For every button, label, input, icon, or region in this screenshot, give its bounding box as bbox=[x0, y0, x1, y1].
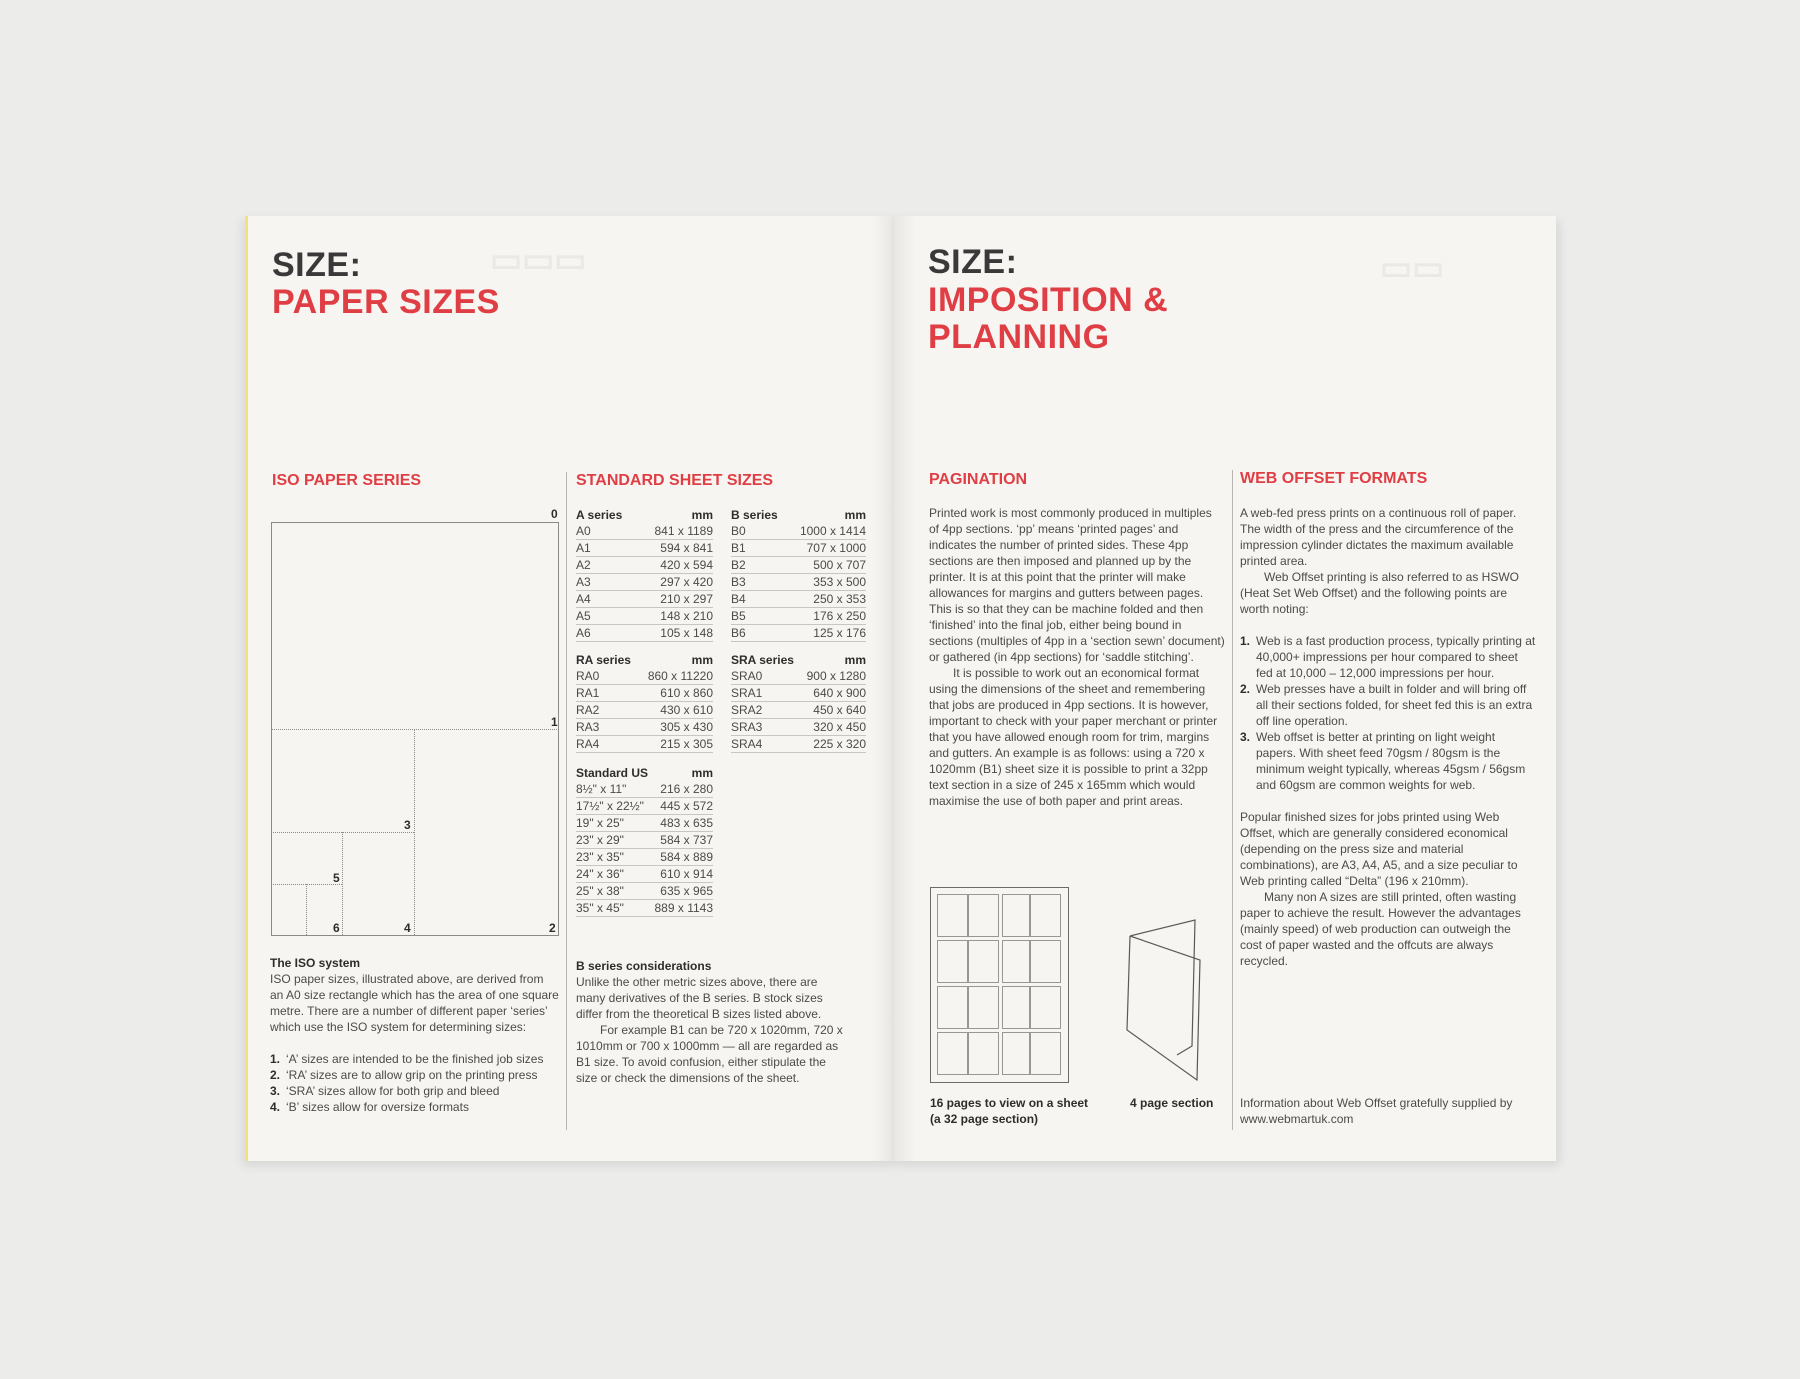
table-row bbox=[576, 866, 713, 883]
sheet-page-grid bbox=[937, 894, 1061, 1075]
size-dimensions: 584 x 889 bbox=[652, 849, 713, 866]
iso-label-1: 1 bbox=[551, 715, 558, 729]
unit-label: mm bbox=[844, 508, 866, 522]
size-name: B6 bbox=[731, 625, 787, 642]
size-name: A3 bbox=[576, 574, 637, 591]
table-row bbox=[576, 832, 713, 849]
size-name: RA0 bbox=[576, 668, 639, 685]
size-name: A5 bbox=[576, 608, 637, 625]
size-dimensions: 105 x 148 bbox=[637, 625, 714, 642]
sra-series-table bbox=[731, 652, 866, 753]
table-row bbox=[576, 625, 713, 642]
b-considerations-block bbox=[576, 958, 844, 1086]
size-name: 35" x 45" bbox=[576, 900, 652, 917]
size-name: B0 bbox=[731, 523, 787, 540]
a-series-table bbox=[576, 507, 713, 642]
size-dimensions: 889 x 1143 bbox=[652, 900, 713, 917]
pagination-text bbox=[929, 505, 1225, 809]
table-row bbox=[576, 883, 713, 900]
size-name: RA2 bbox=[576, 702, 639, 719]
iso-system-block bbox=[270, 955, 560, 1115]
pagination-heading: PAGINATION bbox=[929, 471, 1028, 488]
size-dimensions: 640 x 900 bbox=[800, 685, 866, 702]
size-name: A4 bbox=[576, 591, 637, 608]
table-row bbox=[731, 719, 866, 736]
size-name: RA3 bbox=[576, 719, 639, 736]
four-page-section-illustration bbox=[1125, 918, 1205, 1083]
size-name: B3 bbox=[731, 574, 787, 591]
size-name: 24" x 36" bbox=[576, 866, 652, 883]
table-row bbox=[576, 685, 713, 702]
web-offset-p4: Many non A sizes are still printed, often wasting paper to achieve the result. However the advantages (mainly speed) of web production can outweigh the cost of paper wasted and the offcuts are always recycled. bbox=[1240, 890, 1521, 968]
table-header-row bbox=[576, 765, 713, 781]
table-row bbox=[576, 798, 713, 815]
size-dimensions: 353 x 500 bbox=[787, 574, 866, 591]
size-dimensions: 584 x 737 bbox=[652, 832, 713, 849]
series-title: B series bbox=[731, 508, 778, 522]
table-row bbox=[731, 625, 866, 642]
size-dimensions: 210 x 297 bbox=[637, 591, 714, 608]
size-name: SRA3 bbox=[731, 719, 800, 736]
size-name: RA1 bbox=[576, 685, 639, 702]
sra-series-table-wrap bbox=[731, 652, 866, 753]
size-dimensions: 420 x 594 bbox=[637, 557, 714, 574]
column-divider bbox=[1232, 470, 1233, 1130]
series-title: RA series bbox=[576, 653, 631, 667]
size-dimensions: 250 x 353 bbox=[787, 591, 866, 608]
size-name: 17½" x 22½" bbox=[576, 798, 652, 815]
size-dimensions: 707 x 1000 bbox=[787, 540, 866, 557]
size-dimensions: 1000 x 1414 bbox=[787, 523, 866, 540]
right-title-prefix: SIZE: bbox=[928, 243, 1018, 281]
iso-label-0: 0 bbox=[551, 507, 558, 521]
column-divider bbox=[566, 472, 567, 1130]
size-name: A2 bbox=[576, 557, 637, 574]
a-series-table-wrap bbox=[576, 507, 713, 642]
size-dimensions: 900 x 1280 bbox=[800, 668, 866, 685]
table-row bbox=[576, 702, 713, 719]
size-dimensions: 215 x 305 bbox=[639, 736, 713, 753]
table-row bbox=[731, 736, 866, 753]
table-row bbox=[576, 736, 713, 753]
web-offset-heading: WEB OFFSET FORMATS bbox=[1240, 470, 1428, 487]
iso-diagram bbox=[271, 507, 559, 936]
sheet-caption-line-1: 16 pages to view on a sheet bbox=[930, 1096, 1089, 1110]
size-dimensions: 225 x 320 bbox=[800, 736, 866, 753]
table-row bbox=[576, 849, 713, 866]
iso-label-5: 5 bbox=[333, 871, 340, 885]
ra-series-table-wrap bbox=[576, 652, 713, 753]
web-offset-p2: Web Offset printing is also referred to as HSWO (Heat Set Web Offset) and the following points are worth noting: bbox=[1240, 570, 1519, 616]
list-item: 4. ‘B’ sizes allow for oversize formats bbox=[270, 1100, 469, 1114]
us-series-table bbox=[576, 765, 713, 917]
size-name: SRA4 bbox=[731, 736, 800, 753]
size-dimensions: 216 x 280 bbox=[652, 781, 713, 798]
size-dimensions: 635 x 965 bbox=[652, 883, 713, 900]
size-dimensions: 450 x 640 bbox=[800, 702, 866, 719]
size-dimensions: 305 x 430 bbox=[639, 719, 713, 736]
iso-divider-a2 bbox=[414, 729, 415, 935]
table-row bbox=[576, 591, 713, 608]
size-name: B4 bbox=[731, 591, 787, 608]
size-name: SRA2 bbox=[731, 702, 800, 719]
size-dimensions: 125 x 176 bbox=[787, 625, 866, 642]
right-title-line-2: PLANNING bbox=[928, 318, 1110, 356]
iso-system-title: The ISO system bbox=[270, 956, 361, 970]
size-name: SRA1 bbox=[731, 685, 800, 702]
b-considerations-p1: Unlike the other metric sizes above, there are many derivatives of the B series. B stock sizes differ from the theoretical B sizes listed above. bbox=[576, 975, 823, 1021]
sheet-caption bbox=[930, 1095, 1130, 1127]
ra-series-table bbox=[576, 652, 713, 753]
unit-label: mm bbox=[691, 653, 713, 667]
size-name: B2 bbox=[731, 557, 787, 574]
size-dimensions: 320 x 450 bbox=[800, 719, 866, 736]
table-header-row bbox=[731, 507, 866, 523]
size-dimensions: 176 x 250 bbox=[787, 608, 866, 625]
iso-label-6: 6 bbox=[333, 921, 340, 935]
table-row bbox=[576, 719, 713, 736]
iso-list bbox=[270, 1051, 560, 1115]
list-item: 3. Web offset is better at printing on light weight papers. With sheet feed 70gsm / 80gsm is the minimum weight typically, whereas 45gsm / 56gsm and 60gsm are common weights for web. bbox=[1240, 730, 1526, 792]
table-row bbox=[731, 668, 866, 685]
table-row bbox=[576, 781, 713, 798]
size-dimensions: 860 x 11220 bbox=[639, 668, 713, 685]
iso-label-4: 4 bbox=[404, 921, 411, 935]
sheet-16-pages-illustration bbox=[930, 887, 1069, 1083]
table-row bbox=[576, 557, 713, 574]
table-row bbox=[576, 668, 713, 685]
show-through-text: ▭▭ bbox=[1380, 249, 1445, 287]
us-series-table-wrap bbox=[576, 765, 713, 917]
table-row bbox=[731, 540, 866, 557]
unit-label: mm bbox=[691, 508, 713, 522]
list-item: 2. Web presses have a built in folder and will bring off all their sections folded, for sheet fed this is an extra off line operation. bbox=[1240, 682, 1533, 728]
size-dimensions: 841 x 1189 bbox=[637, 523, 714, 540]
web-offset-p1: A web-fed press prints on a continuous roll of paper. The width of the press and the circumference of the impression cylinder dictates the maximum available printed area. bbox=[1240, 506, 1517, 568]
size-name: 8½" x 11" bbox=[576, 781, 652, 798]
web-offset-text bbox=[1240, 505, 1536, 969]
unit-label: mm bbox=[844, 653, 866, 667]
series-title: A series bbox=[576, 508, 623, 522]
table-row bbox=[731, 685, 866, 702]
pagination-p1: Printed work is most commonly produced in multiples of 4pp sections. ‘pp’ means ‘printed pages’ and indicates the number of printed sides. These 4pp sections are then imposed and planned up by the printer. It is at this point that the printer will make allowances for margins and gutters between pages. This is so that they can be machine folded and then ‘finished’ into the final job, either being bound in sections (multiples of 4pp in a ‘section sewn’ document) or gathered (in 4pp sections) for ‘saddle stitching’. bbox=[929, 506, 1225, 664]
size-dimensions: 430 x 610 bbox=[639, 702, 713, 719]
size-name: B1 bbox=[731, 540, 787, 557]
b-series-table bbox=[731, 507, 866, 642]
sheet-caption-line-2: (a 32 page section) bbox=[930, 1112, 1039, 1126]
table-row bbox=[576, 540, 713, 557]
unit-label: mm bbox=[691, 766, 713, 780]
size-dimensions: 610 x 860 bbox=[639, 685, 713, 702]
size-name: SRA0 bbox=[731, 668, 800, 685]
list-item: 2. ‘RA’ sizes are to allow grip on the printing press bbox=[270, 1068, 538, 1082]
table-row bbox=[731, 608, 866, 625]
table-row bbox=[731, 574, 866, 591]
left-title: PAPER SIZES bbox=[272, 283, 500, 321]
size-name: 25" x 38" bbox=[576, 883, 652, 900]
table-header-row bbox=[576, 652, 713, 668]
size-name: A0 bbox=[576, 523, 637, 540]
series-title: SRA series bbox=[731, 653, 794, 667]
table-header-row bbox=[576, 507, 713, 523]
right-title-line-1: IMPOSITION & bbox=[928, 281, 1169, 319]
table-row bbox=[731, 702, 866, 719]
iso-system-text: ISO paper sizes, illustrated above, are derived from an A0 size rectangle which has the area of one square metre. There are a number of different paper ‘series’ which use the ISO system for determining sizes: bbox=[270, 972, 559, 1034]
table-header-row bbox=[731, 652, 866, 668]
b-series-table-wrap bbox=[731, 507, 866, 642]
size-name: 19" x 25" bbox=[576, 815, 652, 832]
pagination-p2: It is possible to work out an economical format using the dimensions of the sheet and remembering that jobs are produced in 4pp sections. It is however, important to check with your paper merchant or printer that you have allowed enough room for trim, margins and gutters. An example is as follows: using a 720 x 1020mm (B1) sheet size it is possible to print a 32pp text section in a size of 245 x 165mm which would maximise the use of both paper and print areas. bbox=[929, 666, 1218, 808]
iso-label-3: 3 bbox=[404, 818, 411, 832]
size-dimensions: 483 x 635 bbox=[652, 815, 713, 832]
four-page-caption: 4 page section bbox=[1130, 1096, 1214, 1110]
iso-divider-a4 bbox=[342, 832, 343, 935]
table-row bbox=[576, 900, 713, 917]
size-dimensions: 148 x 210 bbox=[637, 608, 714, 625]
size-dimensions: 594 x 841 bbox=[637, 540, 714, 557]
spine-gutter bbox=[872, 216, 916, 1161]
size-dimensions: 297 x 420 bbox=[637, 574, 714, 591]
show-through-text: ▭▭▭ bbox=[490, 241, 587, 279]
list-item: 1. ‘A’ sizes are intended to be the finished job sizes bbox=[270, 1052, 544, 1066]
left-title-prefix: SIZE: bbox=[272, 246, 362, 284]
size-name: B5 bbox=[731, 608, 787, 625]
size-name: A6 bbox=[576, 625, 637, 642]
size-dimensions: 445 x 572 bbox=[652, 798, 713, 815]
size-name: 23" x 35" bbox=[576, 849, 652, 866]
standard-heading: STANDARD SHEET SIZES bbox=[576, 472, 774, 489]
iso-label-2: 2 bbox=[549, 921, 556, 935]
size-dimensions: 610 x 914 bbox=[652, 866, 713, 883]
b-considerations-title: B series considerations bbox=[576, 959, 712, 973]
series-title: Standard US bbox=[576, 766, 649, 780]
b-considerations-p2: For example B1 can be 720 x 1020mm, 720 x 1010mm or 700 x 1000mm — all are regarded as B1 size. To avoid confusion, either stipulate the size or check the dimensions of the sheet. bbox=[576, 1023, 843, 1085]
iso-heading: ISO PAPER SERIES bbox=[272, 472, 422, 489]
table-row bbox=[576, 523, 713, 540]
table-row bbox=[731, 557, 866, 574]
size-name: RA4 bbox=[576, 736, 639, 753]
web-offset-p3: Popular finished sizes for jobs printed using Web Offset, which are generally considered economical (depending on the press size and material combinations), are A3, A4, A5, and a size peculiar to Web printing called “Delta” (196 x 210mm). bbox=[1240, 810, 1518, 888]
list-item: 3. ‘SRA’ sizes allow for both grip and bleed bbox=[270, 1084, 500, 1098]
list-item: 1. Web is a fast production process, typically printing at 40,000+ impressions per hour compared to sheet fed at 10,000 – 12,000 impressions per hour. bbox=[1240, 634, 1536, 680]
size-name: 23" x 29" bbox=[576, 832, 652, 849]
iso-divider-a6 bbox=[306, 884, 307, 935]
table-row bbox=[576, 815, 713, 832]
table-row bbox=[731, 591, 866, 608]
table-row bbox=[576, 574, 713, 591]
web-offset-credit: Information about Web Offset gratefully supplied by www.webmartuk.com bbox=[1240, 1096, 1513, 1126]
table-row bbox=[576, 608, 713, 625]
web-offset-list bbox=[1240, 633, 1536, 793]
table-row bbox=[731, 523, 866, 540]
size-name: A1 bbox=[576, 540, 637, 557]
size-dimensions: 500 x 707 bbox=[787, 557, 866, 574]
